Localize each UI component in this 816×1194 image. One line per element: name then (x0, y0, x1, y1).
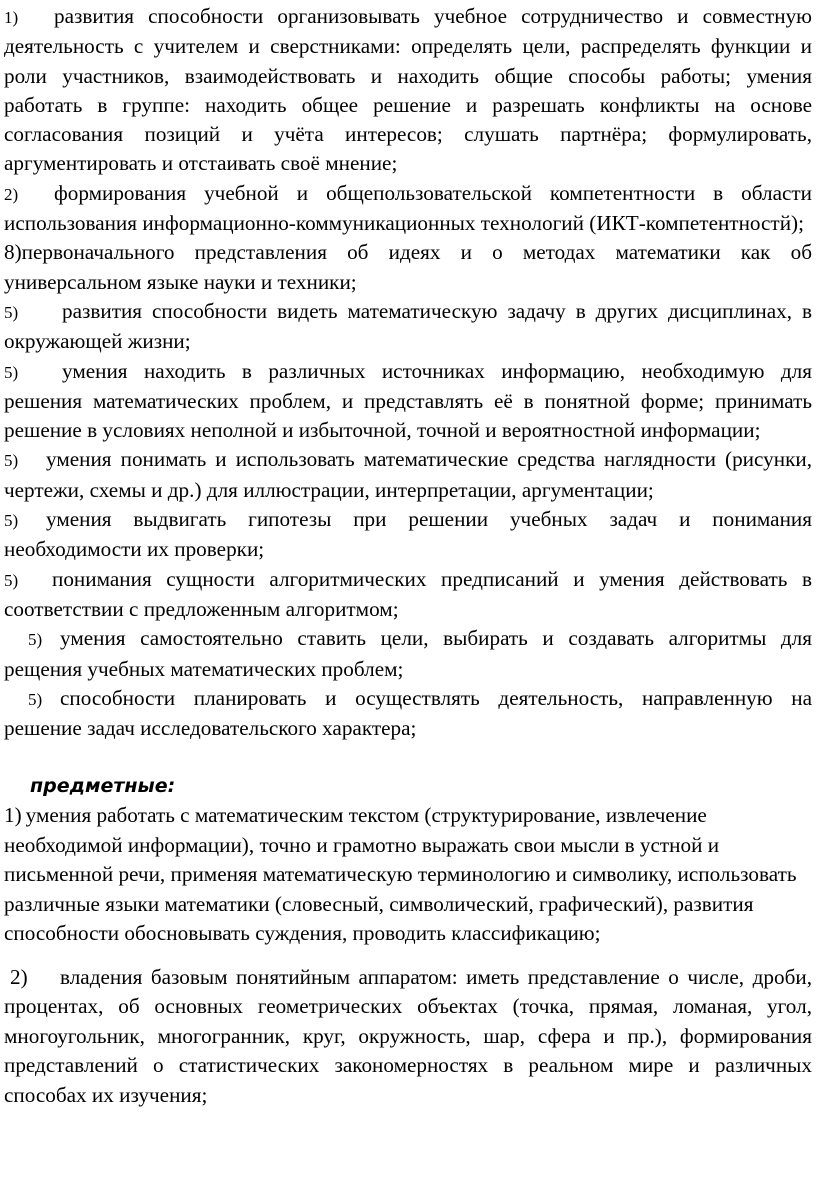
item-number: 5) (4, 302, 19, 322)
list-item (4, 238, 812, 297)
item-number: 5) (4, 362, 19, 382)
item-text: владения базовым понятийным аппаратом: иметь представление о числе, дроби, процентах, об основных геометрических объектах (точка, прямая, ломаная, угол, многоугольник, многогранник, круг, окружность, шар, сфера и пр.), формирования представлений о статистических закономерностях в реальном мире и различных способах их изучения; (4, 964, 812, 1107)
item-text: умения находить в различных источниках информацию, необходимую для решения математических проблем, и представлять её в понятной форме; принимать решение в условиях неполной и избыточной, точной и вероятностной информации; (4, 358, 812, 443)
item-number: 8) (4, 240, 22, 265)
item-text: развития способности видеть математическую задачу в других дисциплинах, в окружающей жизни; (4, 298, 812, 354)
section-heading: предметные: (30, 775, 176, 798)
list-item (4, 505, 812, 565)
list-item (4, 963, 812, 1111)
item-text: формирования учебной и общепользовательской компетентности в области использования информационно-коммуникационных технологий (ИКТ-компетентностй); (4, 180, 812, 236)
item-text: умения выдвигать гипотезы при решении учебных задач и понимания необходимости их проверки; (4, 507, 812, 562)
list-item (4, 565, 812, 625)
list-item (4, 624, 812, 684)
list-item (4, 684, 812, 744)
document-page (4, 2, 812, 1110)
item-number: 5) (4, 511, 19, 531)
list-item (4, 801, 812, 949)
item-text: развития способности организовывать учебное сотрудничество и совместную деятельность с учителем и сверстниками: определять цели, распределять функции и роли участников, взаимодействовать и находить общие способы работы; умения работать в группе: находить общее решение и разрешать конфликты на основе согласования позиций и учёта интересов; слушать партнёра; формулировать, аргументировать и отстаивать своё мнение; (4, 4, 812, 176)
item-text: способности планировать и осуществлять деятельность, направленную на решение задач исследовательского характера; (4, 685, 812, 741)
spacer (4, 743, 812, 772)
item-text: умения понимать и использовать математические средства наглядности (рисунки, чертежи, схемы и др.) для иллюстрации, интерпретации, аргументации; (4, 447, 812, 502)
list-item (4, 2, 812, 179)
item-number: 5) (4, 451, 19, 471)
item-text: умения работать с математическим текстом (структурирование, извлечение необходимой информации), точно и грамотно выражать свои мысли в устной и письменной речи, применяя математическую терминологию и символику, использовать различные языки математики (словесный, символический, графический), развития способности обосновывать суждения, проводить классификацию; (4, 803, 797, 946)
item-number: 5) (4, 570, 19, 590)
item-number: 5) (28, 689, 43, 709)
item-text: первоначального представления об идеях и о методах математики как об универсальном языке науки и техники; (4, 240, 812, 294)
list-item (4, 179, 812, 239)
item-text: понимания сущности алгоритмических предписаний и умения действовать в соответствии с предложенным алгоритмом; (4, 566, 812, 621)
item-number: 2) (10, 964, 28, 989)
list-item (4, 445, 812, 505)
list-item (4, 297, 812, 357)
item-number: 2) (4, 184, 19, 204)
item-text: умения самостоятельно ставить цели, выбирать и создавать алгоритмы для рещения учебных математических проблем; (4, 626, 812, 681)
item-number: 1) (4, 803, 22, 828)
list-item (4, 357, 812, 446)
item-number: 1) (4, 8, 19, 27)
item-number: 5) (28, 630, 43, 650)
